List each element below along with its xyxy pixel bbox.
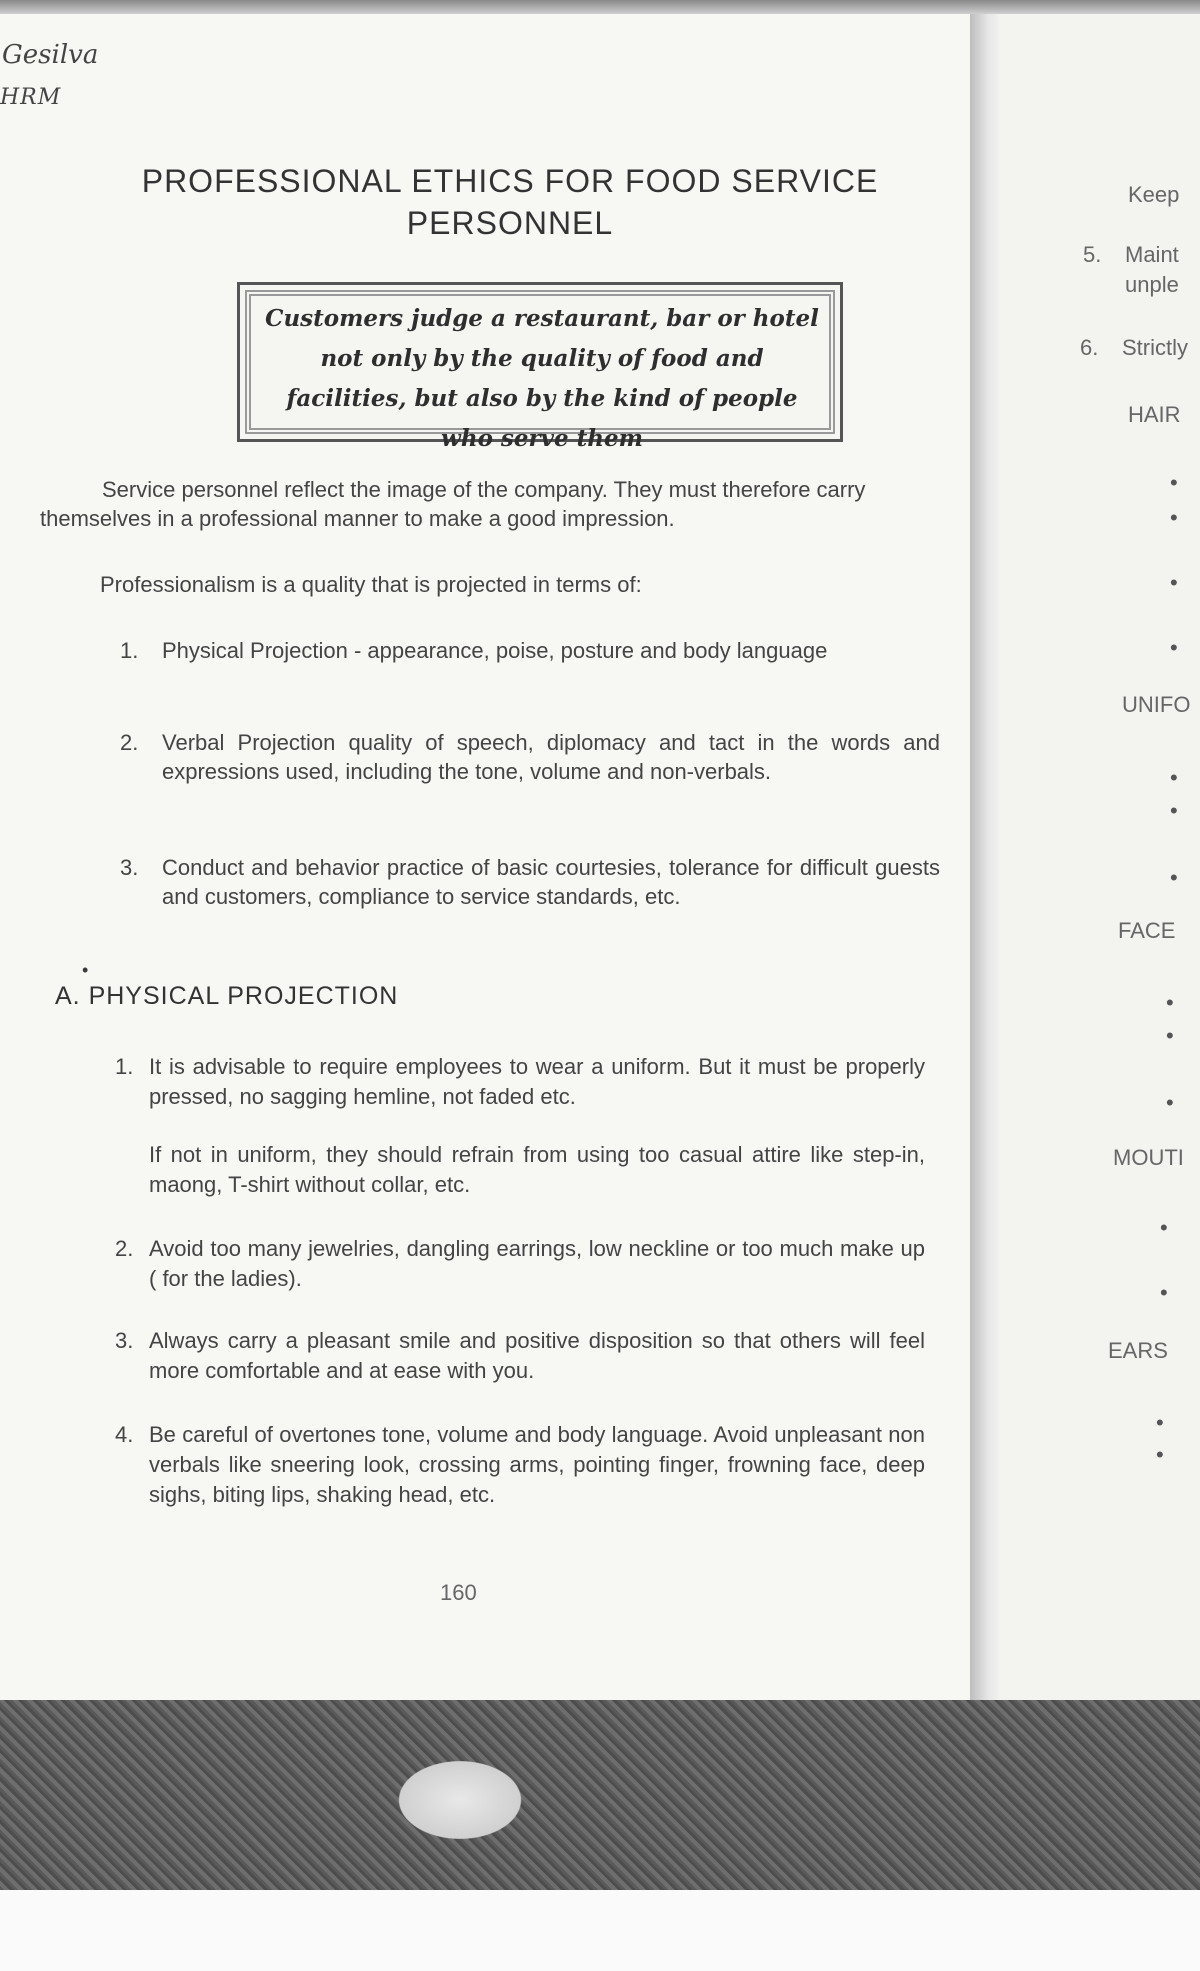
right-bullet: •	[1170, 798, 1178, 823]
right-item6-num: 6.	[1080, 335, 1099, 360]
intro-paragraph: Service personnel reflect the image of the company. They must therefore carry themselves in a professional manner to make a good impression.	[40, 477, 866, 531]
physical-text: Be careful of overtones tone, volume and body language. Avoid unpleasant non verbals like sneering look, crossing arms, pointing finger, frowning face, deep sighs, biting lips, shaking head, etc.	[149, 1422, 925, 1507]
physical-text: It is advisable to require employees to wear a uniform. But it must be properly pressed, no sagging hemline, not faded etc.	[149, 1054, 925, 1109]
title-line-1: PROFESSIONAL ETHICS FOR FOOD SERVICE	[141, 163, 879, 199]
quote-box	[237, 282, 843, 452]
projection-number: 2.	[120, 730, 139, 755]
right-heading-hair: HAIR	[1128, 402, 1181, 427]
right-bullet: •	[1166, 1023, 1174, 1048]
physical-item	[115, 1420, 925, 1510]
physical-number: 3.	[115, 1328, 134, 1353]
right-bullet: •	[1170, 570, 1178, 595]
projection-text: Verbal Projection quality of speech, diplomacy and tact in the words and expressions used, including the tone, volume and non-verbals.	[162, 730, 940, 784]
right-bullet: •	[1166, 1090, 1174, 1115]
physical-number: 4.	[115, 1422, 134, 1447]
right-bullet: •	[1156, 1442, 1164, 1467]
projection-item	[120, 853, 940, 911]
projection-text: Conduct and behavior practice of basic courtesies, tolerance for difficult guests and customers, compliance to service standards, etc.	[162, 855, 940, 909]
right-bullet: •	[1170, 505, 1178, 530]
title-line-2: PERSONNEL	[406, 205, 614, 241]
right-bullet: •	[1156, 1410, 1164, 1435]
right-bullet: •	[1170, 865, 1178, 890]
right-item5-num: 5.	[1083, 242, 1102, 267]
right-heading-uniform: UNIFO	[1122, 692, 1191, 717]
right-heading-mouth: MOUTI	[1113, 1145, 1184, 1170]
scan-margin	[0, 1890, 1200, 1971]
right-bullet: •	[1160, 1280, 1168, 1305]
right-bullet: •	[1170, 470, 1178, 495]
projection-item	[120, 636, 940, 665]
handwritten-dept: HRM	[0, 85, 62, 110]
projection-item	[120, 728, 940, 786]
right-item6-text: Strictly	[1122, 335, 1188, 360]
right-bullet: •	[1170, 635, 1178, 660]
projection-text: Physical Projection - appearance, poise, posture and body language	[162, 638, 828, 663]
quote-text: Customers judge a restaurant, bar or hotel not only by the quality of food and facilities, but also by the kind of people who serve them	[265, 305, 819, 452]
right-item5-line2: unple	[1125, 272, 1179, 297]
right-keep: Keep	[1128, 182, 1180, 207]
page-number: 160	[440, 1580, 477, 1605]
uniform-note: If not in uniform, they should refrain from using too casual attire like step-in, maong, T-shirt without collar, etc.	[149, 1142, 925, 1197]
right-heading-ears: EARS	[1108, 1338, 1168, 1363]
section-a-title: A. PHYSICAL PROJECTION	[55, 982, 399, 1010]
page-title	[110, 160, 910, 244]
handwritten-author: Gesilva	[2, 40, 99, 70]
right-page	[1000, 0, 1200, 1700]
physical-text: Avoid too many jewelries, dangling earrings, low neckline or too much make up ( for the ladies).	[149, 1236, 925, 1291]
scan-bottom-band	[0, 1700, 1200, 1890]
projection-number: 1.	[120, 638, 139, 663]
physical-item	[115, 1052, 925, 1112]
scan-top-edge	[0, 0, 1200, 14]
right-bullet: •	[1166, 990, 1174, 1015]
right-heading-face: FACE	[1118, 918, 1176, 943]
right-bullet: •	[1160, 1215, 1168, 1240]
physical-text: Always carry a pleasant smile and positive disposition so that others will feel more comfortable and at ease with you.	[149, 1328, 925, 1383]
right-item5-line1: Maint	[1125, 242, 1179, 267]
book-gutter	[970, 0, 1000, 1700]
physical-item	[115, 1234, 925, 1294]
right-bullet: •	[1170, 765, 1178, 790]
professionalism-paragraph: Professionalism is a quality that is projected in terms of:	[100, 572, 642, 597]
projection-number: 3.	[120, 855, 139, 880]
physical-number: 2.	[115, 1236, 134, 1261]
physical-item	[115, 1326, 925, 1386]
physical-number: 1.	[115, 1054, 134, 1079]
stray-dot: •	[82, 960, 89, 980]
